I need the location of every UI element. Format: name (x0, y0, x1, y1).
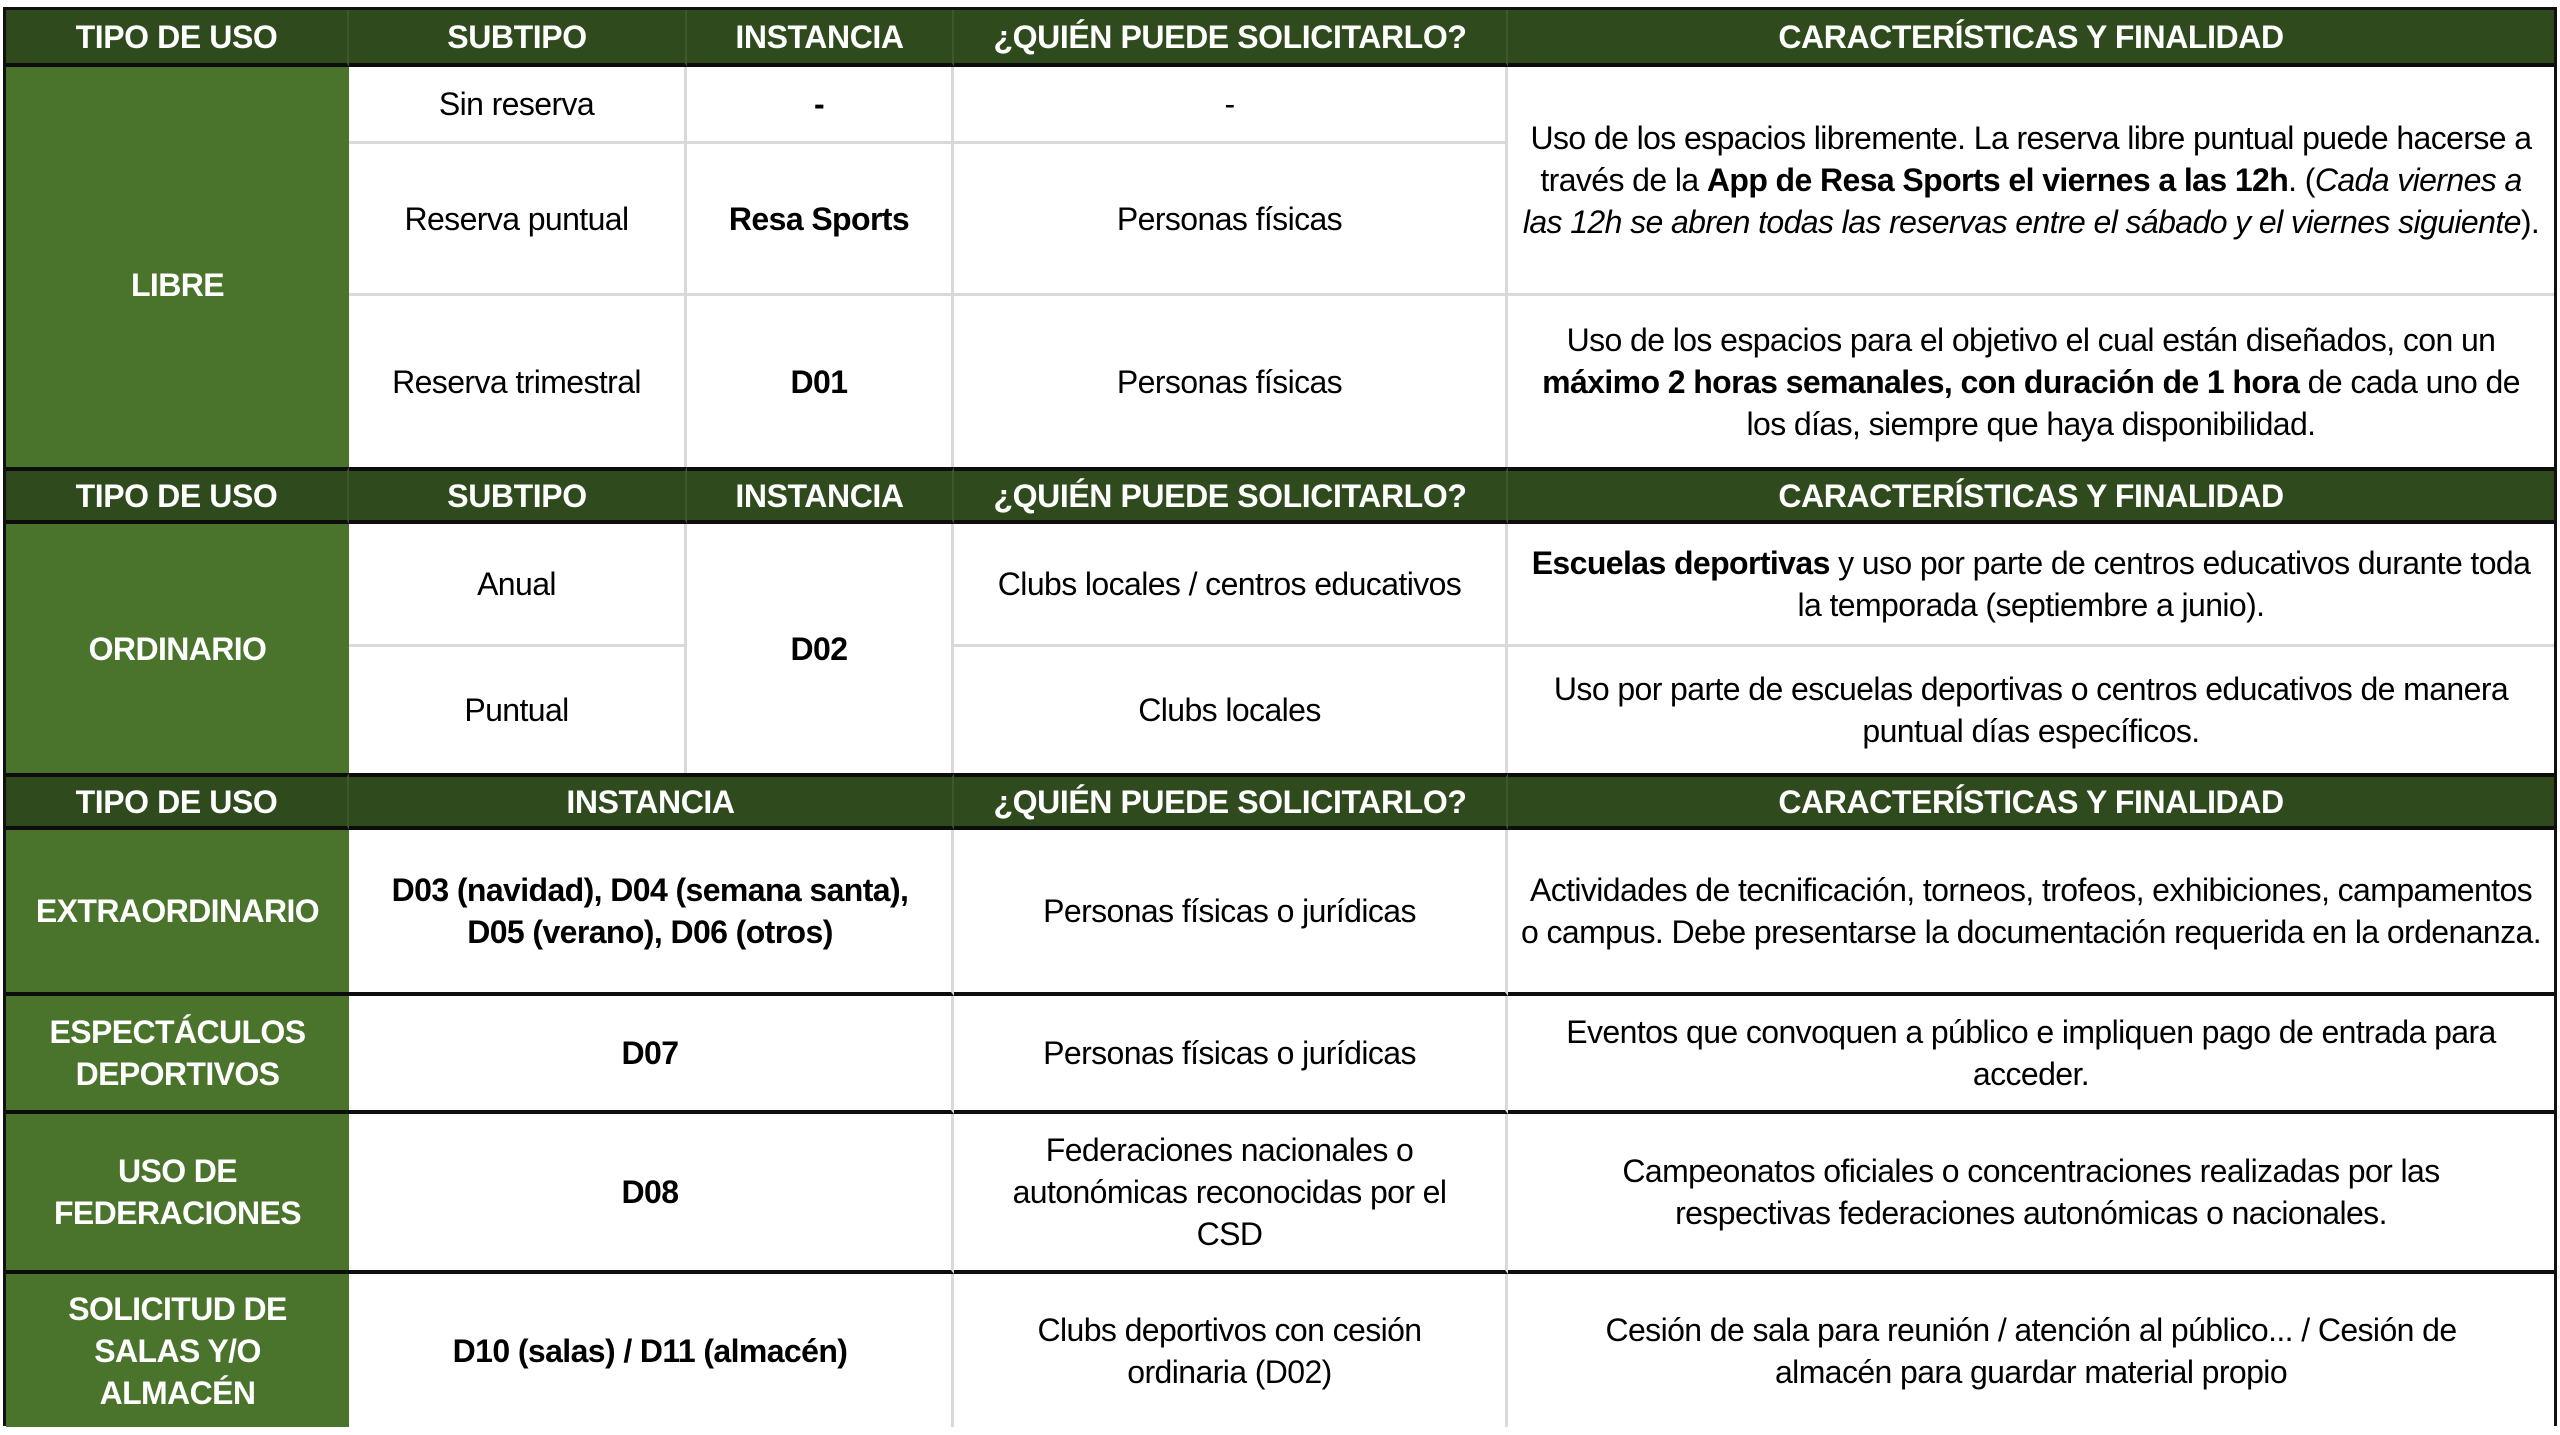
libre-quien-reserva-puntual: Personas físicas (954, 144, 1508, 296)
header-quien: ¿QUIÉN PUEDE SOLICITARLO? (954, 773, 1508, 830)
text: de cada uno de los días, siempre que haya disponibilidad. (1746, 363, 2520, 442)
text: ). (2520, 204, 2540, 240)
text: Uso de los espacios para el objetivo el cual están diseñados, con un (1566, 321, 2496, 358)
espectaculos-caracteristicas: Eventos que convoquen a público e impliquen pago de entrada para acceder. (1508, 996, 2554, 1114)
header-instancia: INSTANCIA (687, 467, 954, 524)
libre-subtipo-reserva-trimestral: Reserva trimestral (349, 296, 687, 467)
ordinario-caracteristicas-anual (1508, 524, 2554, 647)
text: . ( (2288, 162, 2315, 198)
libre-quien-reserva-trimestral: Personas físicas (954, 296, 1508, 467)
usage-types-table (3, 7, 2557, 1426)
header-caracteristicas: CARACTERÍSTICAS Y FINALIDAD (1508, 10, 2554, 67)
ordinario-subtipo-anual: Anual (349, 524, 687, 647)
tipo-solicitud-salas-almacen: SOLICITUD DE SALAS Y/O ALMACÉN (6, 1274, 349, 1427)
header-instancia: INSTANCIA (687, 10, 954, 67)
tipo-ordinario: ORDINARIO (6, 524, 349, 773)
salas-instancia: D10 (salas) / D11 (almacén) (349, 1274, 954, 1427)
extraordinario-caracteristicas: Actividades de tecnificación, torneos, trofeos, exhibiciones, campamentos o campus. Debe presentarse la documentación requerida en la ordenanza. (1508, 830, 2554, 996)
tipo-uso-de-federaciones: USO DE FEDERACIONES (6, 1114, 349, 1274)
header-subtipo: SUBTIPO (349, 10, 687, 67)
header-quien: ¿QUIÉN PUEDE SOLICITARLO? (954, 467, 1508, 524)
header-tipo-de-uso: TIPO DE USO (6, 773, 349, 830)
salas-caracteristicas: Cesión de sala para reunión / atención al público... / Cesión de almacén para guardar material propio (1508, 1274, 2554, 1427)
libre-quien-sin-reserva: - (954, 67, 1508, 144)
bold-text: máximo 2 horas semanales, con duración de 1 hora (1542, 363, 2300, 400)
ordinario-instancia: D02 (687, 524, 954, 773)
salas-quien: Clubs deportivos con cesión ordinaria (D02) (954, 1274, 1508, 1427)
libre-subtipo-reserva-puntual: Reserva puntual (349, 144, 687, 296)
federaciones-caracteristicas: Campeonatos oficiales o concentraciones realizadas por las respectivas federaciones autonómicas o nacionales. (1508, 1114, 2554, 1274)
espectaculos-quien: Personas físicas o jurídicas (954, 996, 1508, 1114)
bold-text: Escuelas deportivas (1531, 545, 1830, 581)
ordinario-subtipo-puntual: Puntual (349, 647, 687, 773)
federaciones-quien: Federaciones nacionales o autonómicas reconocidas por el CSD (954, 1114, 1508, 1274)
libre-instancia-sin-reserva: - (687, 67, 954, 144)
ordinario-quien-puntual: Clubs locales (954, 647, 1508, 773)
extraordinario-instancia: D03 (navidad), D04 (semana santa), D05 (verano), D06 (otros) (349, 830, 954, 996)
header-caracteristicas: CARACTERÍSTICAS Y FINALIDAD (1508, 773, 2554, 830)
tipo-espectaculos-deportivos: ESPECTÁCULOS DEPORTIVOS (6, 996, 349, 1114)
tipo-libre: LIBRE (6, 67, 349, 467)
espectaculos-instancia: D07 (349, 996, 954, 1114)
libre-instancia-reserva-puntual: Resa Sports (687, 144, 954, 296)
ordinario-caracteristicas-puntual: Uso por parte de escuelas deportivas o centros educativos de manera puntual días específicos. (1508, 647, 2554, 773)
tipo-extraordinario: EXTRAORDINARIO (6, 830, 349, 996)
header-quien: ¿QUIÉN PUEDE SOLICITARLO? (954, 10, 1508, 67)
header-subtipo: SUBTIPO (349, 467, 687, 524)
libre-instancia-reserva-trimestral: D01 (687, 296, 954, 467)
extraordinario-quien: Personas físicas o jurídicas (954, 830, 1508, 996)
ordinario-quien-anual: Clubs locales / centros educativos (954, 524, 1508, 647)
header-tipo-de-uso: TIPO DE USO (6, 467, 349, 524)
text: Uso de los espacios libremente. La reserva libre puntual puede hacerse a través de la (1530, 120, 2532, 198)
libre-caracteristicas-trimestral (1508, 296, 2554, 467)
italic-text: Cada viernes a las 12h se abren todas las reservas entre el sábado y el viernes siguiente (1522, 162, 2522, 240)
libre-caracteristicas-puntual (1508, 67, 2554, 296)
bold-text: App de Resa Sports el viernes a las 12h (1706, 162, 2289, 198)
libre-subtipo-sin-reserva: Sin reserva (349, 67, 687, 144)
federaciones-instancia: D08 (349, 1114, 954, 1274)
header-caracteristicas: CARACTERÍSTICAS Y FINALIDAD (1508, 467, 2554, 524)
text: y uso por parte de centros educativos durante toda la temporada (septiembre a junio). (1797, 545, 2531, 623)
header-tipo-de-uso: TIPO DE USO (6, 10, 349, 67)
header-instancia: INSTANCIA (349, 773, 954, 830)
